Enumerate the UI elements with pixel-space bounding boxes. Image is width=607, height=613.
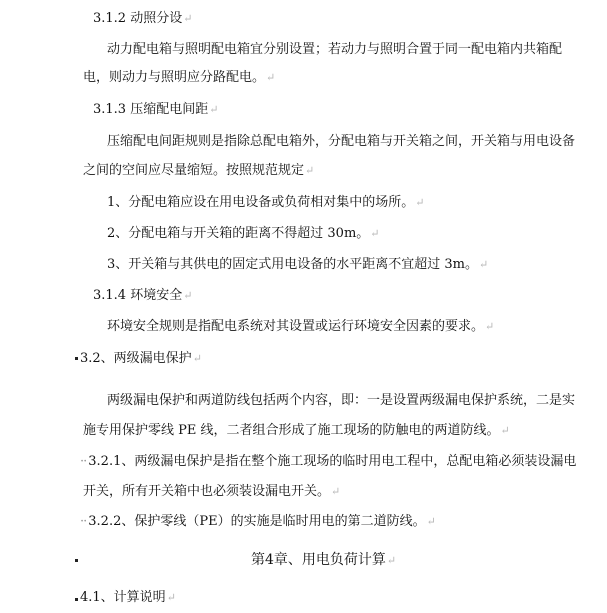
paragraph-3-2-line1: 两级漏电保护和两道防线包括两个内容，即：一是设置两级漏电保护系统，二是实 xyxy=(107,393,576,408)
paragraph-3-1-3-line2: 之间的空间应尽量缩短。按照规范规定↵ xyxy=(83,163,315,178)
list-item-1: 1、分配电箱应设在用电设备或负荷相对集中的场所。↵ xyxy=(107,195,425,210)
chapter-4-heading: 第4章、用电负荷计算↵ xyxy=(251,552,397,568)
list-bullet-marker xyxy=(75,598,78,601)
paragraph-mark: ↵ xyxy=(266,71,276,84)
paragraph-3-2-1-line2: 开关，所有开关箱中也必须装设漏电开关。↵ xyxy=(83,484,341,499)
list-item-3: 3、开关箱与其供电的固定式用电设备的水平距离不宜超过 3m。↵ xyxy=(107,257,489,272)
paragraph-mark: ↵ xyxy=(479,258,489,271)
paragraph-mark: ↵ xyxy=(415,196,425,209)
list-item-2: 2、分配电箱与开关箱的距离不得超过 30m。↵ xyxy=(107,226,380,241)
paragraph-3-2-1-line1: ·· 3.2.1、两级漏电保护是指在整个施工现场的临时用电工程中，总配电箱必须装设漏电 xyxy=(80,454,577,469)
paragraph-mark: ↵ xyxy=(305,164,315,177)
paragraph-mark: ↵ xyxy=(192,352,202,365)
paragraph-mark: ↵ xyxy=(500,424,510,437)
paragraph-mark: ↵ xyxy=(166,591,176,604)
paragraph-3-2-line2: 施专用保护零线 PE 线，二者组合形成了施工现场的防触电的两道防线。↵ xyxy=(83,423,510,438)
heading-4-1: 4.1、计算说明↵ xyxy=(80,590,176,605)
tab-leader-dots: ·· xyxy=(80,514,87,529)
paragraph-3-1-2-line2: 电，则动力与照明应分路配电。↵ xyxy=(83,70,276,85)
heading-3-2: 3.2、两级漏电保护↵ xyxy=(80,351,202,366)
paragraph-mark: ↵ xyxy=(209,103,219,116)
paragraph-mark: ↵ xyxy=(386,554,397,567)
heading-3-1-4: 3.1.4 环境安全↵ xyxy=(93,288,193,303)
paragraph-3-1-2-line1: 动力配电箱与照明配电箱宜分别设置；若动力与照明合置于同一配电箱内共箱配 xyxy=(107,42,563,57)
heading-3-1-3: 3.1.3 压缩配电间距↵ xyxy=(93,102,219,117)
list-bullet-marker xyxy=(75,357,78,360)
list-bullet-marker xyxy=(75,559,78,562)
heading-3-1-2: 3.1.2 动照分设↵ xyxy=(93,11,193,26)
paragraph-mark: ↵ xyxy=(485,320,495,333)
paragraph-mark: ↵ xyxy=(183,12,193,25)
tab-leader-dots: ·· xyxy=(80,454,87,469)
paragraph-3-1-3-line1: 压缩配电间距规则是指除总配电箱外，分配电箱与开关箱之间，开关箱与用电设备 xyxy=(107,134,576,149)
paragraph-3-2-2: ·· 3.2.2、保护零线（PE）的实施是临时用电的第二道防线。↵ xyxy=(80,514,436,529)
paragraph-mark: ↵ xyxy=(426,515,436,528)
paragraph-mark: ↵ xyxy=(331,485,341,498)
paragraph-3-1-4: 环境安全规则是指配电系统对其设置或运行环境安全因素的要求。↵ xyxy=(107,319,495,334)
paragraph-mark: ↵ xyxy=(370,227,380,240)
paragraph-mark: ↵ xyxy=(183,289,193,302)
